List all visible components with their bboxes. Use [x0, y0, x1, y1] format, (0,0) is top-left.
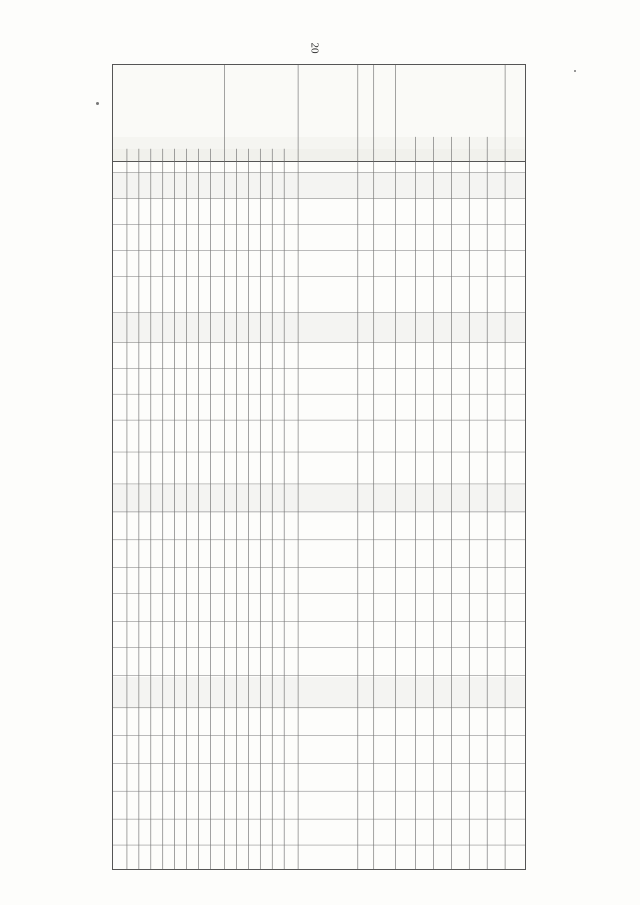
- table-grid: [113, 65, 525, 869]
- page-number: 20: [308, 42, 321, 54]
- scan-speck: [574, 70, 576, 72]
- rotated-table: [112, 64, 526, 870]
- grid-lines: [113, 65, 525, 869]
- scan-speck: [96, 102, 99, 105]
